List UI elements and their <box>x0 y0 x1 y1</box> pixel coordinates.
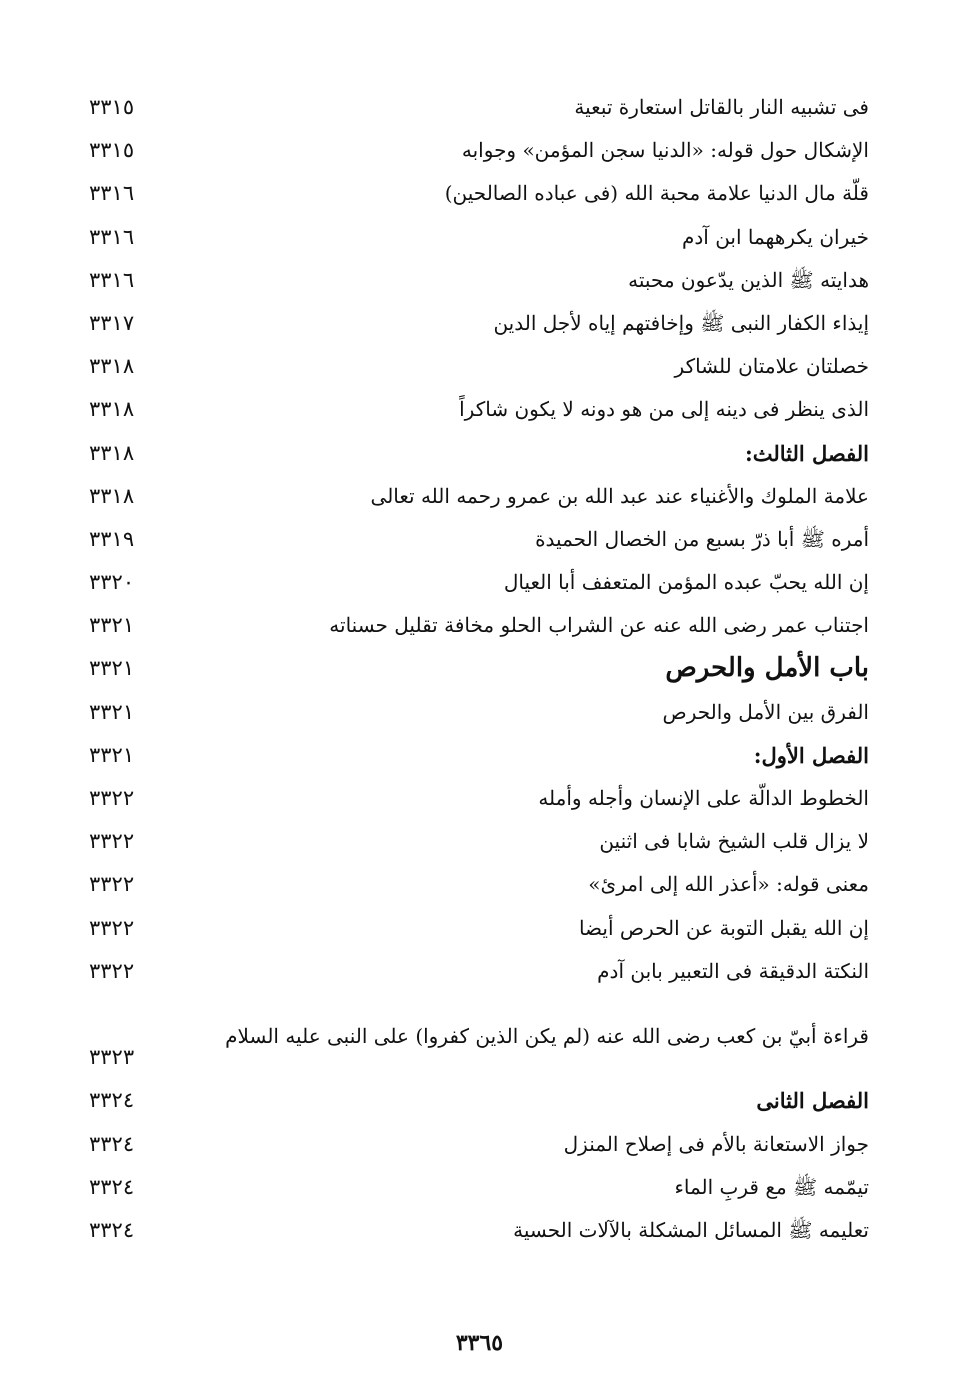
toc-entry-page: ٣٣٢٤ <box>89 1131 135 1156</box>
toc-entry <box>89 216 869 259</box>
toc-entry-page: ٣٣٢٢ <box>89 958 135 983</box>
toc-entry <box>89 691 869 734</box>
toc-entry <box>89 86 869 129</box>
toc-entry-page: ٣٣١٧ <box>89 310 135 335</box>
toc-entry-title: اجتناب عمر رضى الله عنه عن الشراب الحلو مخافة تقليل حسناته <box>329 613 869 638</box>
toc-entry <box>89 345 869 388</box>
toc-entry <box>89 907 869 950</box>
toc-entry-page: ٣٣١٦ <box>89 224 135 249</box>
toc-entry <box>89 950 869 993</box>
toc-entry-title: معنى قوله: «أعذر الله إلى امرئ» <box>588 872 869 897</box>
toc-entry-title: تيمّمه ﷺ مع قربِ الماء <box>674 1174 869 1199</box>
toc-entry <box>89 259 869 302</box>
toc-entry-title: لا يزال قلب الشيخ شابا فى اثنين <box>599 829 869 854</box>
toc-entry-title: النكتة الدقيقة فى التعبير بابن آدم <box>597 958 869 983</box>
toc-entry-page: ٣٣٢١ <box>89 742 135 767</box>
toc-entry-page: ٣٣٢٣ <box>89 1045 135 1070</box>
toc-entry-page: ٣٣٢٢ <box>89 872 135 897</box>
toc-entry <box>89 518 869 561</box>
toc-chapter-heading <box>89 647 869 690</box>
toc-section-heading <box>89 734 869 777</box>
toc-entry-title: الفصل الثالث: <box>744 440 869 466</box>
toc-entry-title: فى تشبيه النار بالقاتل استعارة تبعية <box>574 95 869 119</box>
toc-entry-title: الذى ينظر فى دينه إلى من هو دونه لا يكون شاكراً <box>459 397 869 422</box>
toc-entry <box>89 993 869 1079</box>
toc-entry-title: هدايته ﷺ الذين يدّعون محبته <box>628 267 869 292</box>
toc-entry-page: ٣٣١٨ <box>89 440 135 465</box>
toc-entry-page: ٣٣١٥ <box>89 138 135 163</box>
toc-entry-page: ٣٣١٨ <box>89 483 135 508</box>
toc-entry <box>89 777 869 820</box>
toc-entry-title: قلّة مال الدنيا علامة محبة الله (فى عباده الصالحين) <box>444 181 869 206</box>
toc-entry <box>89 1166 869 1209</box>
toc-entry-page: ٣٣٢٠ <box>89 570 135 595</box>
toc-entry-page: ٣٣٢٢ <box>89 915 135 940</box>
toc-entry-title: الفرق بين الأمل والحرص <box>662 699 869 724</box>
page-number-footer: ٣٣٦٥ <box>455 1330 504 1356</box>
toc-entry <box>89 172 869 215</box>
toc-entry-page: ٣٣١٥ <box>89 95 135 119</box>
toc-entry <box>89 561 869 604</box>
toc-entry-page: ٣٣٢٢ <box>89 829 135 854</box>
toc-entry-page: ٣٣١٩ <box>89 526 135 551</box>
toc-entry <box>89 604 869 647</box>
toc-entry <box>89 302 869 345</box>
toc-entry-title: أمره ﷺ أبا ذرّ بسبع من الخصال الحميدة <box>535 526 869 551</box>
toc-entry-page: ٣٣٢٤ <box>89 1217 135 1242</box>
toc-entry <box>89 1209 869 1252</box>
toc-entry-title: إن الله يحبّ عبده المؤمن المتعفف أبا العيال <box>503 570 869 595</box>
toc-entry-page: ٣٣٢٤ <box>89 1088 135 1113</box>
toc-entry <box>89 820 869 863</box>
toc-entry-page: ٣٣٢١ <box>89 699 135 724</box>
toc-entry-title: قراءة أبيّ بن كعب رضى الله عنه (لم يكن الذين كفروا) على النبى عليه السلام <box>225 1023 869 1048</box>
toc-entry-title: إيذاء الكفار النبى ﷺ وإخافتهم إياه لأجل الدين <box>493 310 869 335</box>
toc-entry-page: ٣٣٢١ <box>89 656 135 681</box>
toc-entry-title: جواز الاستعانة بالأم فى إصلاح المنزل <box>563 1131 869 1156</box>
toc-entry <box>89 129 869 172</box>
toc-entry-title: الفصل الأول: <box>753 742 869 768</box>
toc-entry-title: خصلتان علامتان للشاكر <box>674 354 869 379</box>
toc-section-heading <box>89 432 869 475</box>
toc-entry-page: ٣٣٢١ <box>89 613 135 638</box>
toc-entry <box>89 1123 869 1166</box>
toc-entry-page: ٣٣١٦ <box>89 181 135 206</box>
toc-entry-title: تعليمه ﷺ المسائل المشكلة بالآلات الحسية <box>513 1217 869 1242</box>
table-of-contents <box>89 86 869 1252</box>
toc-entry-page: ٣٣١٨ <box>89 397 135 422</box>
toc-entry-title: إن الله يقبل التوبة عن الحرص أيضا <box>578 915 869 940</box>
toc-entry-page: ٣٣٢٢ <box>89 786 135 810</box>
toc-entry-page: ٣٣٢٤ <box>89 1174 135 1199</box>
toc-entry-title: باب الأمل والحرص <box>665 653 869 684</box>
toc-entry-title: الفصل الثانى <box>756 1088 869 1114</box>
toc-entry-page: ٣٣١٦ <box>89 267 135 292</box>
toc-entry-title: خيران يكرههما ابن آدم <box>681 224 869 249</box>
toc-entry-page: ٣٣١٨ <box>89 354 135 379</box>
toc-section-heading <box>89 1079 869 1122</box>
toc-entry-title: الإشكال حول قوله: «الدنيا سجن المؤمن» وجوابه <box>461 138 869 163</box>
toc-entry <box>89 475 869 518</box>
toc-entry <box>89 388 869 431</box>
toc-entry <box>89 863 869 906</box>
toc-entry-title: الخطوط الدالّة على الإنسان وأجله وأمله <box>538 786 869 810</box>
toc-entry-title: علامة الملوك والأغنياء عند عبد الله بن عمرو رحمه الله تعالى <box>370 483 869 508</box>
